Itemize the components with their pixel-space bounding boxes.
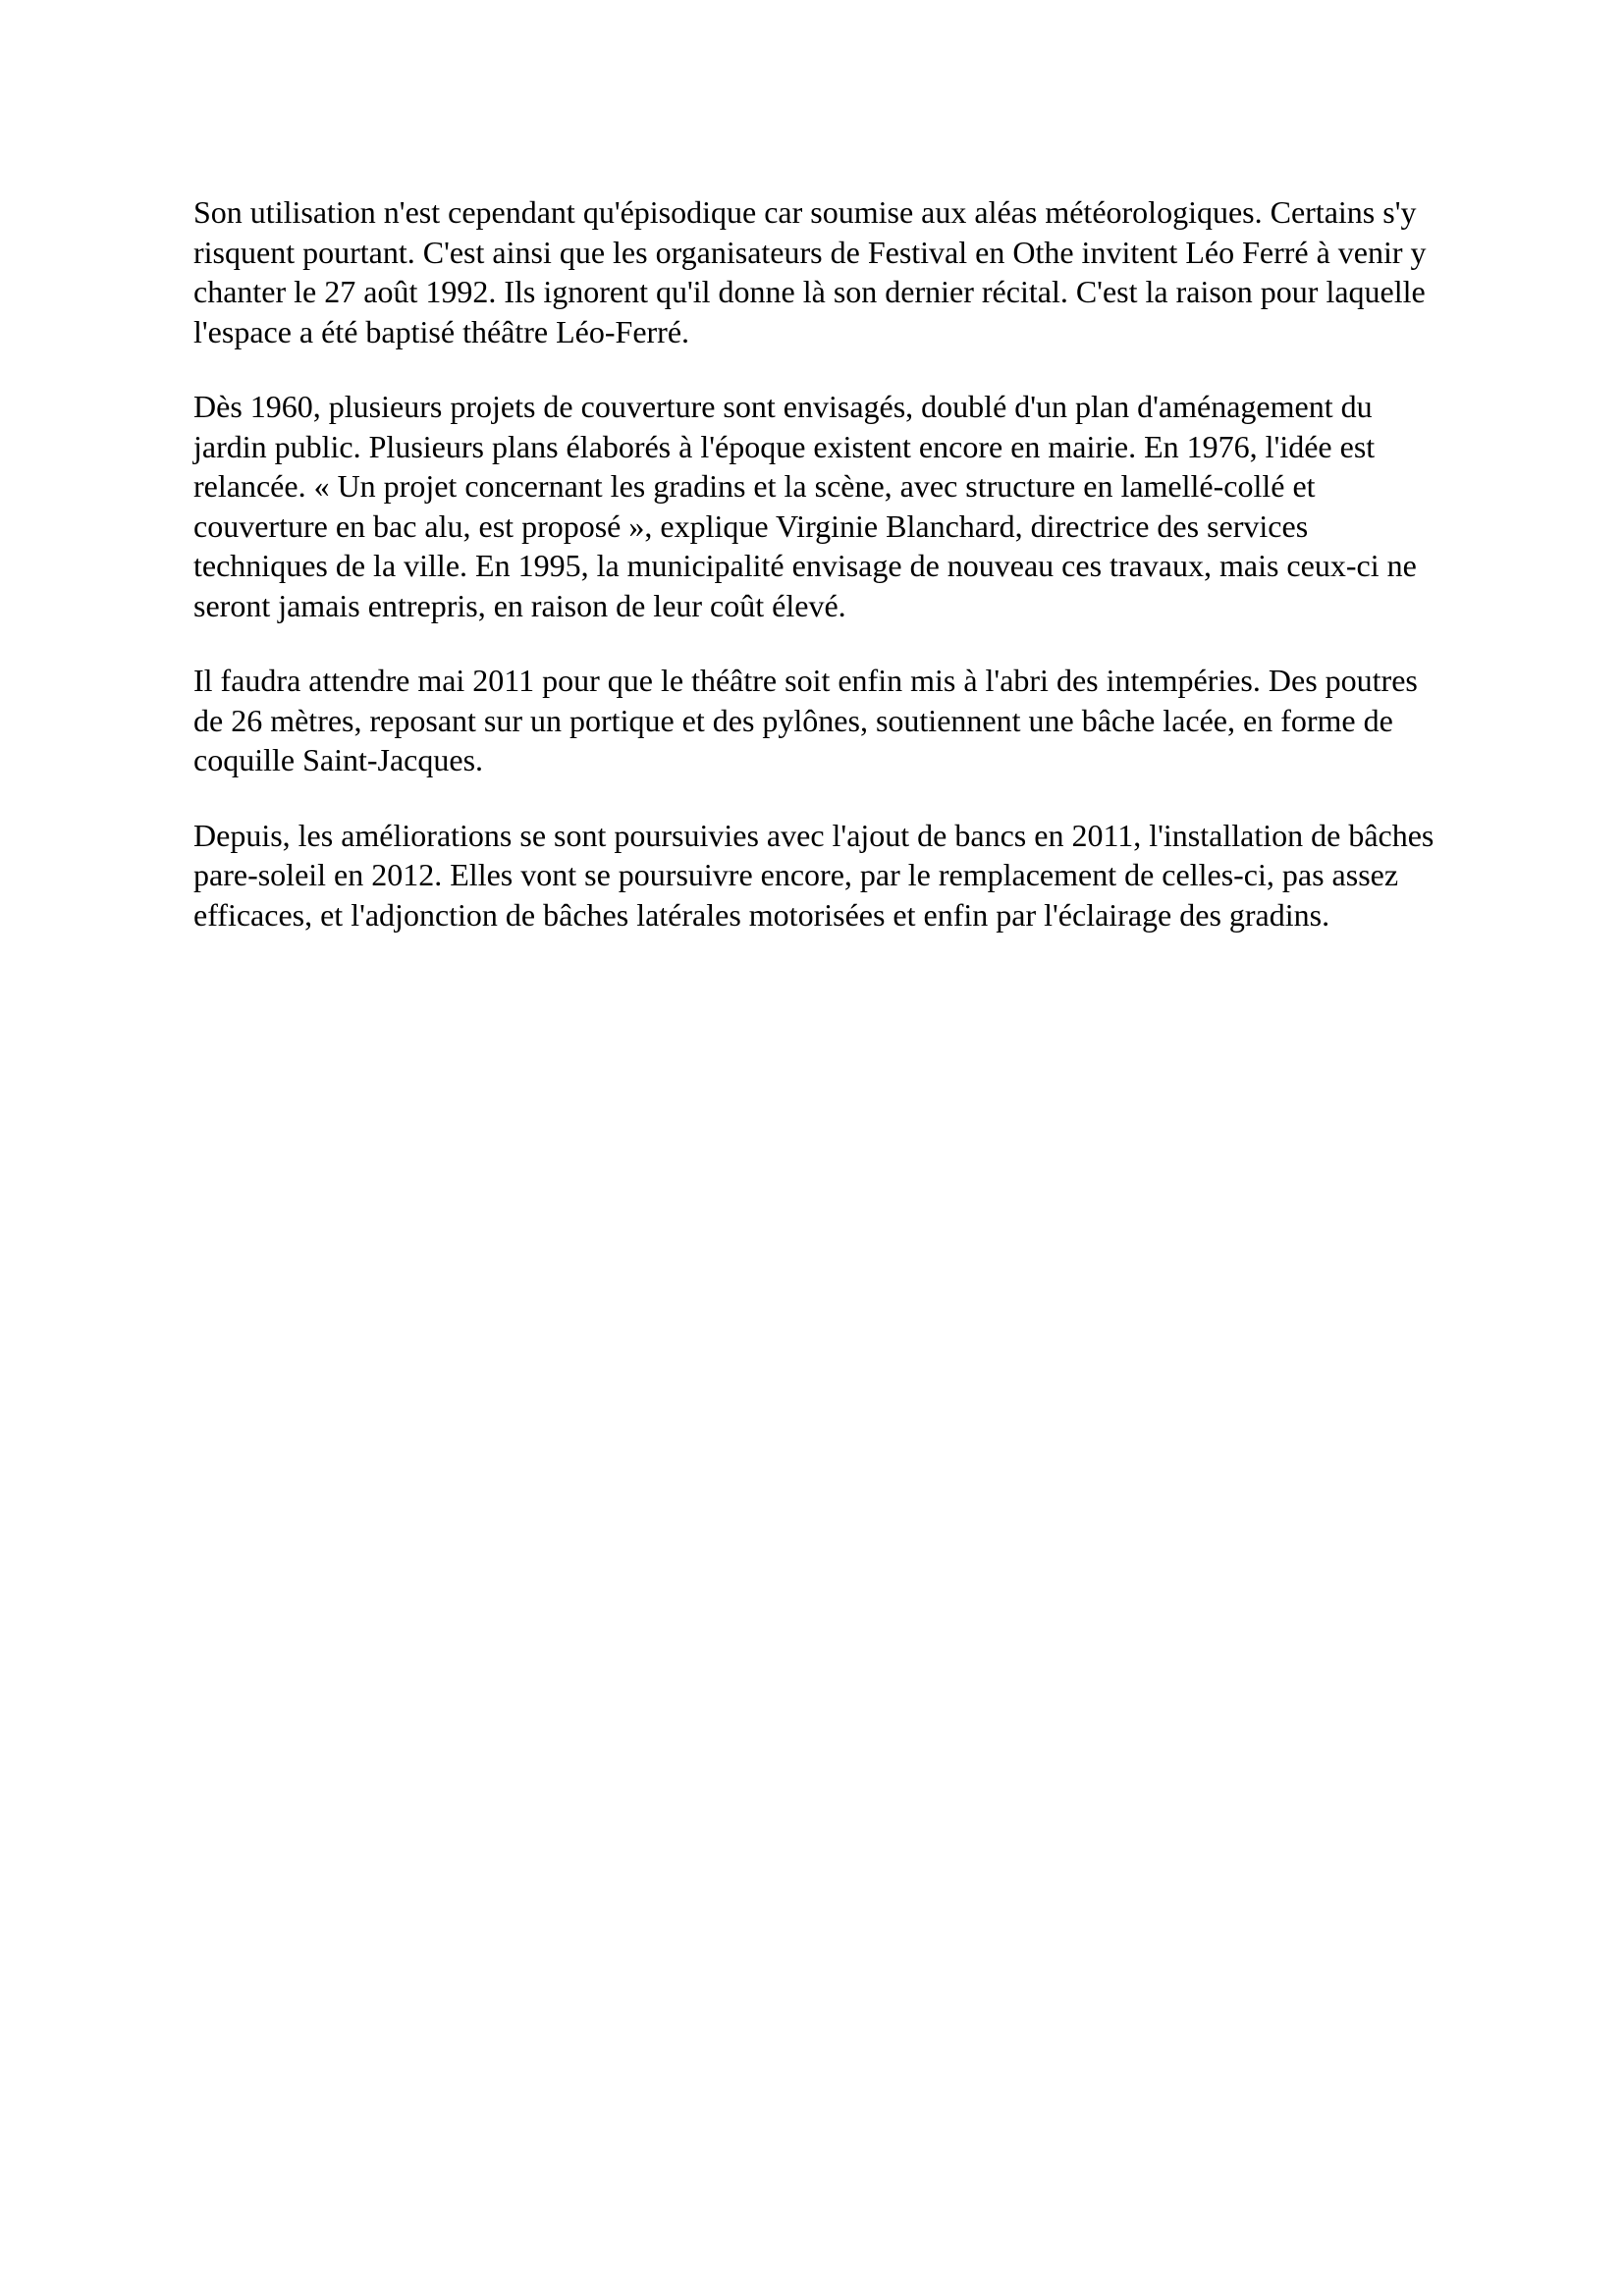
paragraph-projets-couverture: Dès 1960, plusieurs projets de couverture sont envisagés, doublé d'un plan d'aménagement du jardin public. Plusieurs plans élaborés à l'époque existent encore en mairie. En 1976, l'idée est relancée. « Un projet concernant les gradins et la scène, avec structure en lamellé-collé et couverture en bac alu, est proposé », explique Virginie Blanchard, directrice des services techniques de la ville. En 1995, la municipalité envisage de nouveau ces travaux, mais ceux-ci ne seront jamais entrepris, en raison de leur coût élevé. bbox=[193, 389, 1417, 623]
paragraph-abri-2011: Il faudra attendre mai 2011 pour que le théâtre soit enfin mis à l'abri des intempéries. Des poutres de 26 mètres, reposant sur un portique et des pylônes, soutiennent une bâche lacée, en forme de coquille Saint-Jacques. bbox=[193, 663, 1418, 777]
text-block bbox=[193, 192, 1440, 970]
paragraph-ameliorations: Depuis, les améliorations se sont poursuivies avec l'ajout de bancs en 2011, l'installation de bâches pare-soleil en 2012. Elles vont se poursuivre encore, par le remplacement de celles-ci, pas assez efficaces, et l'adjonction de bâches latérales motorisées et enfin par l'éclairage des gradins. bbox=[193, 817, 1435, 933]
paragraph-usage-episodique: Son utilisation n'est cependant qu'épisodique car soumise aux aléas météorologiques. Certains s'y risquent pourtant. C'est ainsi que les organisateurs de Festival en Othe invitent Léo Ferré à venir y chanter le 27 août 1992. Ils ignorent qu'il donne là son dernier récital. C'est la raison pour laquelle l'espace a été baptisé théâtre Léo-Ferré. bbox=[193, 194, 1427, 349]
